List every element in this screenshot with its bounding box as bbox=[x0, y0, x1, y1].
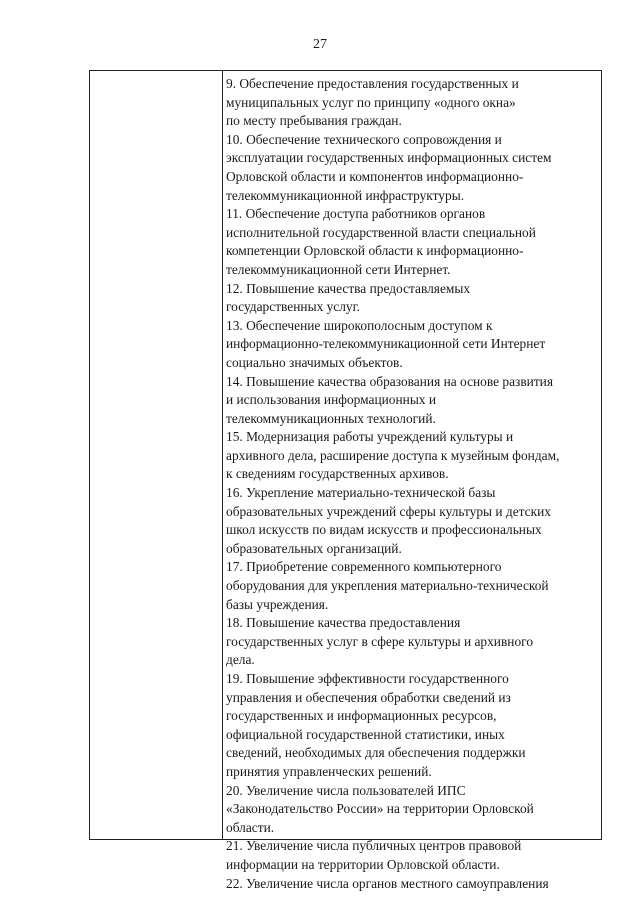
list-item bbox=[226, 614, 598, 670]
page-number: 27 bbox=[313, 37, 327, 52]
text-line: компетенции Орловской области к информационно- bbox=[226, 243, 524, 259]
text-line: государственных услуг. bbox=[226, 299, 360, 315]
list-item bbox=[226, 373, 598, 429]
text-line: 14. Повышение качества образования на основе развития bbox=[226, 373, 554, 389]
text-line: 15. Модернизация работы учреждений культуры и bbox=[226, 429, 514, 445]
list-item bbox=[226, 317, 598, 373]
text-line: информационно-телекоммуникационной сети Интернет bbox=[226, 336, 546, 352]
text-line: официальной государственной статистики, иных bbox=[226, 726, 505, 742]
text-line: образовательных организаций. bbox=[226, 540, 402, 556]
text-line: «Законодательство России» на территории Орловской bbox=[226, 801, 534, 817]
text-line: области. bbox=[226, 819, 275, 835]
text-line: 12. Повышение качества предоставляемых bbox=[226, 280, 471, 296]
text-line: оборудования для укрепления материально-технической bbox=[226, 578, 549, 594]
list-item bbox=[226, 558, 598, 614]
document-table bbox=[89, 70, 602, 891]
list-item bbox=[226, 280, 598, 317]
text-line: эксплуатации государственных информационных систем bbox=[226, 150, 552, 166]
text-line: дела. bbox=[226, 652, 255, 668]
text-line: 18. Повышение качества предоставления bbox=[226, 615, 461, 631]
text-line: базы учреждения. bbox=[226, 596, 329, 612]
text-line: телекоммуникационной инфраструктуры. bbox=[226, 187, 465, 203]
list-item bbox=[226, 782, 598, 838]
text-line: 13. Обеспечение широкополосным доступом к bbox=[226, 317, 493, 333]
text-line: и использования информационных и bbox=[226, 392, 437, 408]
text-line: образовательных учреждений сферы культуры и детских bbox=[226, 503, 551, 519]
text-line: государственных услуг в сфере культуры и архивного bbox=[226, 633, 534, 649]
text-line: муниципальных услуг по принципу «одного окна» bbox=[226, 94, 516, 110]
text-line: исполнительной государственной власти специальной bbox=[226, 224, 536, 240]
text-line: 16. Укрепление материально-технической базы bbox=[226, 485, 496, 501]
text-line: 11. Обеспечение доступа работников органов bbox=[226, 206, 486, 222]
column-divider bbox=[222, 71, 223, 839]
text-line: управления и обеспечения обработки сведений из bbox=[226, 689, 511, 705]
list-item bbox=[226, 837, 598, 874]
text-line: 17. Приобретение современного компьютерного bbox=[226, 559, 502, 575]
text-line: 20. Увеличение числа пользователей ИПС bbox=[226, 782, 466, 798]
text-line: 22. Увеличение числа органов местного самоуправления bbox=[226, 875, 549, 891]
list-item bbox=[226, 670, 598, 782]
list-item bbox=[226, 75, 598, 131]
list-item bbox=[226, 428, 598, 484]
text-line: по месту пребывания граждан. bbox=[226, 113, 402, 129]
text-line: 9. Обеспечение предоставления государственных и bbox=[226, 76, 519, 91]
text-line: принятия управленческих решений. bbox=[226, 763, 432, 779]
text-line: архивного дела, расширение доступа к музейным фондам, bbox=[226, 447, 560, 463]
text-line: школ искусств по видам искусств и профессиональных bbox=[226, 522, 542, 538]
text-line: 19. Повышение эффективности государственного bbox=[226, 671, 509, 686]
text-line: социально значимых объектов. bbox=[226, 354, 403, 370]
text-line: к сведениям государственных архивов. bbox=[226, 466, 449, 482]
text-line: телекоммуникационных технологий. bbox=[226, 410, 436, 426]
text-line: телекоммуникационной сети Интернет. bbox=[226, 261, 451, 277]
list-item bbox=[226, 484, 598, 558]
text-line: сведений, необходимых для обеспечения поддержки bbox=[226, 745, 526, 761]
list-item bbox=[226, 131, 598, 205]
table-cell-goals bbox=[226, 75, 598, 893]
list-item bbox=[226, 205, 598, 279]
list-item bbox=[226, 875, 598, 894]
text-line: Орловской области и компонентов информационно- bbox=[226, 168, 524, 184]
text-line: государственных и информационных ресурсов, bbox=[226, 708, 497, 724]
text-line: информации на территории Орловской области. bbox=[226, 856, 500, 872]
text-line: 21. Увеличение числа публичных центров правовой bbox=[226, 838, 522, 854]
text-line: 10. Обеспечение технического сопровождения и bbox=[226, 131, 502, 147]
